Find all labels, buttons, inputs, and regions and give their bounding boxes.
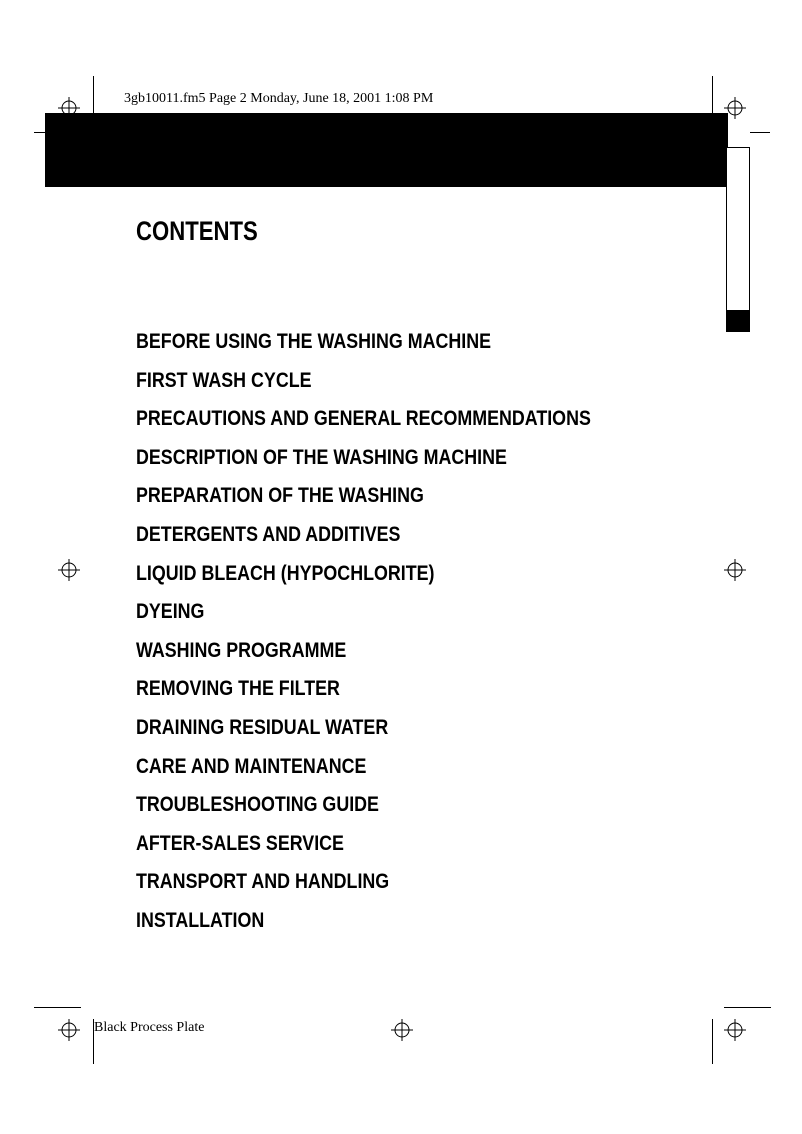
toc-item: WASHING PROGRAMME: [136, 638, 347, 662]
page-title: CONTENTS: [136, 216, 258, 246]
crop-line-top-left: [93, 76, 94, 114]
header-band: [45, 113, 728, 187]
toc-item: AFTER-SALES SERVICE: [136, 831, 344, 855]
contents-list: [136, 328, 671, 946]
toc-item: PREPARATION OF THE WASHING: [136, 484, 424, 508]
crop-line-bottom-right: [724, 1007, 771, 1008]
toc-item: CARE AND MAINTENANCE: [136, 754, 367, 778]
crop-line-right-top: [750, 132, 770, 133]
toc-item: REMOVING THE FILTER: [136, 677, 340, 701]
crop-line-bottom-right-vertical: [712, 1019, 713, 1064]
crop-line-bottom-left: [34, 1007, 81, 1008]
toc-item: BEFORE USING THE WASHING MACHINE: [136, 330, 492, 353]
crop-line-top-right: [712, 76, 713, 114]
registration-mark-icon: [391, 1019, 413, 1041]
section-tab: [726, 147, 750, 332]
toc-item: DYEING: [136, 600, 205, 624]
registration-mark-icon: [724, 1019, 746, 1041]
toc-item: FIRST WASH CYCLE: [136, 368, 312, 392]
toc-item: TRANSPORT AND HANDLING: [136, 870, 390, 894]
section-tab-marker: [726, 310, 750, 332]
registration-mark-icon: [724, 559, 746, 581]
toc-item: DESCRIPTION OF THE WASHING MACHINE: [136, 445, 507, 469]
registration-mark-icon: [58, 559, 80, 581]
toc-item: DETERGENTS AND ADDITIVES: [136, 522, 401, 546]
plate-label: Black Process Plate: [94, 1020, 205, 1035]
toc-item: INSTALLATION: [136, 908, 265, 932]
toc-item: LIQUID BLEACH (HYPOCHLORITE): [136, 561, 435, 585]
file-info-header: 3gb10011.fm5 Page 2 Monday, June 18, 2001 1:08 PM: [124, 91, 434, 106]
toc-item: DRAINING RESIDUAL WATER: [136, 715, 389, 739]
toc-item: TROUBLESHOOTING GUIDE: [136, 793, 379, 817]
registration-mark-icon: [58, 1019, 80, 1041]
toc-item: PRECAUTIONS AND GENERAL RECOMMENDATIONS: [136, 407, 591, 431]
